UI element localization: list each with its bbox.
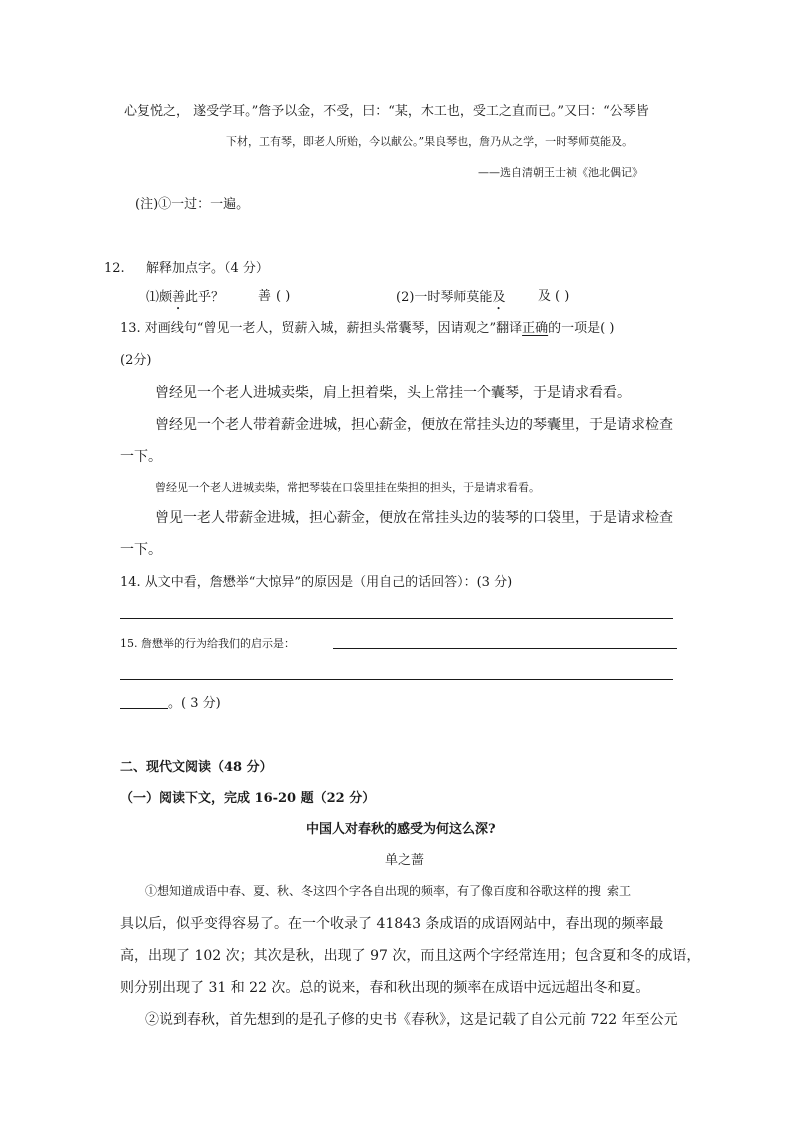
q12-item-1-text-after: 此乎？ [185,290,225,305]
article-p1-line-1-after: 索工 [607,884,632,898]
q13-score: (2分) [120,353,152,368]
q14-answer-line[interactable] [120,618,673,619]
passage-note: (注)①一过：一遍。 [135,197,250,212]
q12-item-1-text-before: 颇 [159,290,173,305]
article-p1-line-3: 高，出现了 102 次；其次是秋，出现了 97 次，而且这两个字经常连用；包含夏和冬的成语， [120,948,701,964]
q13-option-c: 曾经见一个老人进城卖柴，常把琴装在口袋里挂在柴担的担头，于是请求看看。 [155,481,540,494]
q12-prompt: 解释加点字。（4 分） [146,261,269,276]
q15-answer-line-3[interactable] [120,708,168,709]
q13-option-d-line-1: 曾见一老人带薪金进城，担心薪金，便放在常挂头边的装琴的口袋里，于是请求检查 [155,510,673,526]
q12-item-1-char: 善 [258,289,272,304]
q12-item-1-dotted-char: 善 [172,290,186,305]
q15-answer-line-1[interactable] [333,648,677,649]
q12-item-2-answer-blank[interactable]: ( ) [555,289,570,304]
article-p1-line-1-before: ①想知道成语中春、夏、秋、冬这四个字各自出现的频率，有了像百度和谷歌这样的搜 [145,884,602,898]
q15-score: 。( 3 分) [168,696,221,711]
q12-item-2-char: 及 [538,289,552,304]
article-title: 中国人对春秋的感受为何这么深? [306,822,496,837]
q12-item-1-answer-blank[interactable]: ( ) [276,289,291,304]
article-p1-line-4: 则分别出现了 31 和 22 次。总的说来，春和秋出现的频率在成语中远远超出冬和夏。 [120,980,650,996]
q13-option-d-line-2: 一下。 [120,542,162,558]
q15-prompt: 15. 詹懋举的行为给我们的启示是： [120,637,295,650]
q13-option-b-line-1: 曾经见一个老人带着薪金进城，担心薪金，便放在常挂头边的琴囊里，于是请求检查 [155,417,673,433]
section-2-subtitle: （一）阅读下文，完成 16-20 题（22 分） [120,791,376,806]
section-2-title: 二、现代文阅读（48 分） [120,760,273,775]
article-p1-line-1 [145,885,631,897]
q13-prompt [120,322,614,335]
q13-option-b-line-2: 一下。 [120,449,162,465]
q12-number: 12. [104,261,125,276]
q13-option-a: 曾经见一个老人进城卖柴，肩上担着柴，头上常挂一个囊琴，于是请求看看。 [155,385,631,401]
passage-line-1: 心复悦之， 遂受学耳。”詹予以金，不受，曰：“某，木工也，受工之直而已。”又曰：“公琴皆 [124,104,649,119]
q13-prompt-underlined: 正确 [522,321,549,336]
q13-prompt-after: 的一项是( ) [548,321,615,336]
passage-line-2: 下材，工有琴，即老人所贻，今以献公。”果良琴也，詹乃从之学，一时琴师莫能及。 [226,135,634,148]
article-p1-line-2: 具以后，似乎变得容易了。在一个收录了 41843 条成语的成语网站中，春出现的频率最 [120,916,664,932]
q13-prompt-before: 13. 对画线句“曾见一老人，贸薪入城，薪担头常囊琴，因请观之”翻译 [120,321,523,336]
q15-answer-line-2[interactable] [120,679,673,680]
q12-item-2-text-before: 一时琴师莫能 [414,290,493,305]
q12-item-2-label: (2) [396,290,415,305]
q12-item-2-dotted-char: 及 [492,290,506,305]
q14-prompt: 14. 从文中看，詹懋举“大惊异”的原因是（用自己的话回答）：(3 分) [120,575,513,590]
article-p2-line-1: ②说到春秋，首先想到的是孔子修的史书《春秋》，这是记载了自公元前 722 年至公元 [145,1012,678,1028]
article-author: 单之蔷 [385,853,425,868]
q12-item-1-label: ⑴ [146,290,160,305]
passage-source: ——选自清朝王士祯《池北偶记》 [478,166,643,179]
q12-item-1 [146,290,224,313]
q12-item-2 [396,290,505,313]
